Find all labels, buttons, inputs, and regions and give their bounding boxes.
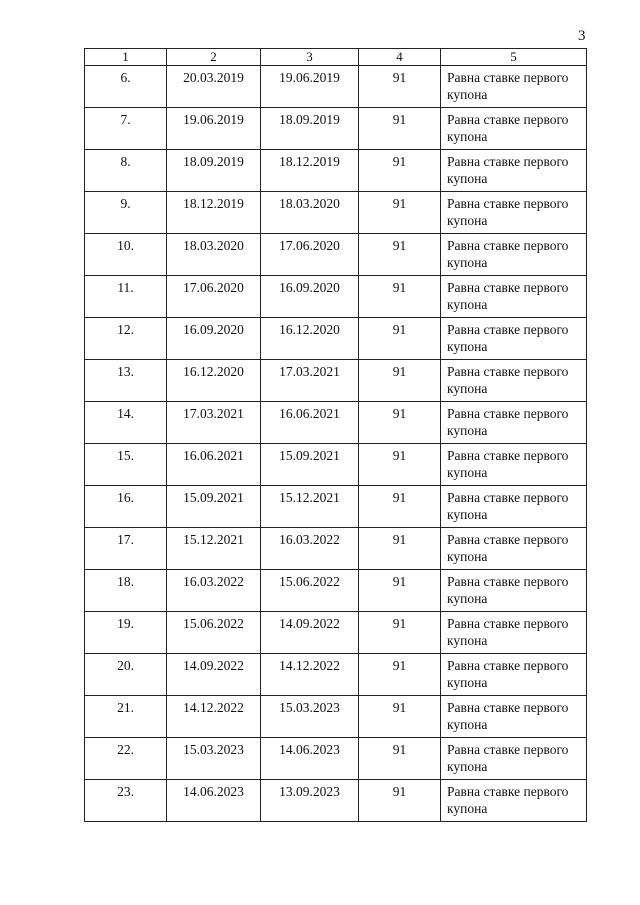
coupon-rate-line-1: Равна ставке первого (447, 364, 569, 379)
period-end-date-cell: 17.06.2020 (261, 234, 359, 276)
period-days-cell: 91 (359, 570, 441, 612)
coupon-rate-cell (441, 612, 587, 654)
coupon-number-cell: 8. (85, 150, 167, 192)
table-row (85, 486, 587, 528)
coupon-rate-line-1: Равна ставке первого (447, 658, 569, 673)
coupon-number-cell: 18. (85, 570, 167, 612)
coupon-rate-cell (441, 360, 587, 402)
coupon-rate-cell (441, 696, 587, 738)
table-row (85, 360, 587, 402)
period-start-date-cell: 19.06.2019 (167, 108, 261, 150)
period-end-date-cell: 14.06.2023 (261, 738, 359, 780)
period-days-cell: 91 (359, 612, 441, 654)
coupon-rate-cell (441, 486, 587, 528)
coupon-number-cell: 22. (85, 738, 167, 780)
period-start-date-cell: 17.03.2021 (167, 402, 261, 444)
coupon-rate-cell (441, 150, 587, 192)
period-end-date-cell: 14.09.2022 (261, 612, 359, 654)
coupon-rate-line-2: купона (447, 675, 488, 690)
table-row (85, 528, 587, 570)
period-start-date-cell: 16.12.2020 (167, 360, 261, 402)
period-end-date-cell: 18.03.2020 (261, 192, 359, 234)
coupon-rate-cell (441, 66, 587, 108)
coupon-number-cell: 15. (85, 444, 167, 486)
coupon-schedule-table (84, 48, 587, 822)
period-end-date-cell: 15.09.2021 (261, 444, 359, 486)
coupon-rate-line-2: купона (447, 87, 488, 102)
period-end-date-cell: 16.12.2020 (261, 318, 359, 360)
coupon-rate-line-1: Равна ставке первого (447, 70, 569, 85)
table-row (85, 66, 587, 108)
coupon-rate-cell (441, 654, 587, 696)
coupon-rate-line-2: купона (447, 465, 488, 480)
coupon-number-cell: 12. (85, 318, 167, 360)
period-end-date-cell: 15.12.2021 (261, 486, 359, 528)
coupon-rate-line-1: Равна ставке первого (447, 112, 569, 127)
period-end-date-cell: 18.12.2019 (261, 150, 359, 192)
table-row (85, 570, 587, 612)
table-row (85, 696, 587, 738)
coupon-rate-line-2: купона (447, 171, 488, 186)
coupon-number-cell: 20. (85, 654, 167, 696)
coupon-number-cell: 10. (85, 234, 167, 276)
period-days-cell: 91 (359, 192, 441, 234)
period-start-date-cell: 15.09.2021 (167, 486, 261, 528)
period-days-cell: 91 (359, 444, 441, 486)
coupon-rate-line-1: Равна ставке первого (447, 448, 569, 463)
period-end-date-cell: 18.09.2019 (261, 108, 359, 150)
coupon-rate-line-2: купона (447, 255, 488, 270)
period-start-date-cell: 16.03.2022 (167, 570, 261, 612)
coupon-rate-line-2: купона (447, 591, 488, 606)
coupon-rate-line-2: купона (447, 339, 488, 354)
period-days-cell: 91 (359, 66, 441, 108)
coupon-rate-line-2: купона (447, 423, 488, 438)
coupon-number-cell: 16. (85, 486, 167, 528)
coupon-rate-line-2: купона (447, 507, 488, 522)
column-header-5: 5 (441, 49, 587, 66)
coupon-rate-line-1: Равна ставке первого (447, 532, 569, 547)
coupon-number-cell: 23. (85, 780, 167, 822)
coupon-rate-line-2: купона (447, 759, 488, 774)
table-row (85, 402, 587, 444)
period-start-date-cell: 16.09.2020 (167, 318, 261, 360)
coupon-rate-line-2: купона (447, 129, 488, 144)
page-number: 3 (578, 28, 586, 44)
coupon-rate-line-2: купона (447, 297, 488, 312)
coupon-rate-line-1: Равна ставке первого (447, 196, 569, 211)
period-days-cell: 91 (359, 108, 441, 150)
table-row (85, 192, 587, 234)
period-end-date-cell: 17.03.2021 (261, 360, 359, 402)
coupon-rate-line-1: Равна ставке первого (447, 238, 569, 253)
coupon-number-cell: 9. (85, 192, 167, 234)
table-header-row (85, 49, 587, 66)
coupon-rate-cell (441, 402, 587, 444)
period-end-date-cell: 15.03.2023 (261, 696, 359, 738)
period-start-date-cell: 18.09.2019 (167, 150, 261, 192)
table-body (85, 66, 587, 822)
period-days-cell: 91 (359, 318, 441, 360)
period-days-cell: 91 (359, 780, 441, 822)
coupon-rate-line-2: купона (447, 717, 488, 732)
coupon-rate-line-2: купона (447, 633, 488, 648)
coupon-rate-cell (441, 192, 587, 234)
period-start-date-cell: 15.12.2021 (167, 528, 261, 570)
table-row (85, 108, 587, 150)
coupon-number-cell: 14. (85, 402, 167, 444)
coupon-number-cell: 17. (85, 528, 167, 570)
coupon-rate-cell (441, 234, 587, 276)
period-start-date-cell: 17.06.2020 (167, 276, 261, 318)
table-row (85, 612, 587, 654)
coupon-rate-cell (441, 528, 587, 570)
table-row (85, 780, 587, 822)
coupon-rate-line-1: Равна ставке первого (447, 574, 569, 589)
period-end-date-cell: 19.06.2019 (261, 66, 359, 108)
period-start-date-cell: 18.03.2020 (167, 234, 261, 276)
column-header-4: 4 (359, 49, 441, 66)
coupon-rate-line-2: купона (447, 381, 488, 396)
coupon-number-cell: 19. (85, 612, 167, 654)
coupon-rate-line-1: Равна ставке первого (447, 700, 569, 715)
period-days-cell: 91 (359, 234, 441, 276)
coupon-rate-line-1: Равна ставке первого (447, 490, 569, 505)
coupon-rate-cell (441, 444, 587, 486)
coupon-rate-line-1: Равна ставке первого (447, 154, 569, 169)
coupon-rate-line-1: Равна ставке первого (447, 406, 569, 421)
coupon-rate-cell (441, 318, 587, 360)
period-days-cell: 91 (359, 528, 441, 570)
coupon-rate-line-1: Равна ставке первого (447, 322, 569, 337)
coupon-rate-line-2: купона (447, 213, 488, 228)
coupon-rate-cell (441, 738, 587, 780)
coupon-rate-cell (441, 108, 587, 150)
table-row (85, 150, 587, 192)
coupon-rate-line-1: Равна ставке первого (447, 742, 569, 757)
table-row (85, 318, 587, 360)
coupon-rate-line-1: Равна ставке первого (447, 280, 569, 295)
column-header-3: 3 (261, 49, 359, 66)
period-end-date-cell: 16.03.2022 (261, 528, 359, 570)
period-days-cell: 91 (359, 486, 441, 528)
period-days-cell: 91 (359, 402, 441, 444)
coupon-number-cell: 6. (85, 66, 167, 108)
period-days-cell: 91 (359, 738, 441, 780)
coupon-number-cell: 7. (85, 108, 167, 150)
column-header-1: 1 (85, 49, 167, 66)
table-row (85, 738, 587, 780)
period-days-cell: 91 (359, 150, 441, 192)
period-end-date-cell: 13.09.2023 (261, 780, 359, 822)
table-row (85, 444, 587, 486)
coupon-number-cell: 11. (85, 276, 167, 318)
coupon-rate-line-1: Равна ставке первого (447, 616, 569, 631)
period-days-cell: 91 (359, 276, 441, 318)
period-start-date-cell: 18.12.2019 (167, 192, 261, 234)
table-row (85, 654, 587, 696)
period-start-date-cell: 16.06.2021 (167, 444, 261, 486)
period-start-date-cell: 15.03.2023 (167, 738, 261, 780)
coupon-number-cell: 13. (85, 360, 167, 402)
coupon-rate-cell (441, 570, 587, 612)
period-end-date-cell: 15.06.2022 (261, 570, 359, 612)
period-end-date-cell: 16.06.2021 (261, 402, 359, 444)
table-row (85, 234, 587, 276)
period-days-cell: 91 (359, 696, 441, 738)
period-end-date-cell: 16.09.2020 (261, 276, 359, 318)
period-start-date-cell: 14.09.2022 (167, 654, 261, 696)
period-start-date-cell: 15.06.2022 (167, 612, 261, 654)
coupon-rate-line-2: купона (447, 801, 488, 816)
coupon-rate-line-2: купона (447, 549, 488, 564)
coupon-rate-cell (441, 780, 587, 822)
period-days-cell: 91 (359, 654, 441, 696)
coupon-rate-line-1: Равна ставке первого (447, 784, 569, 799)
period-start-date-cell: 14.06.2023 (167, 780, 261, 822)
coupon-rate-cell (441, 276, 587, 318)
period-start-date-cell: 14.12.2022 (167, 696, 261, 738)
period-start-date-cell: 20.03.2019 (167, 66, 261, 108)
coupon-number-cell: 21. (85, 696, 167, 738)
table-row (85, 276, 587, 318)
period-days-cell: 91 (359, 360, 441, 402)
column-header-2: 2 (167, 49, 261, 66)
period-end-date-cell: 14.12.2022 (261, 654, 359, 696)
